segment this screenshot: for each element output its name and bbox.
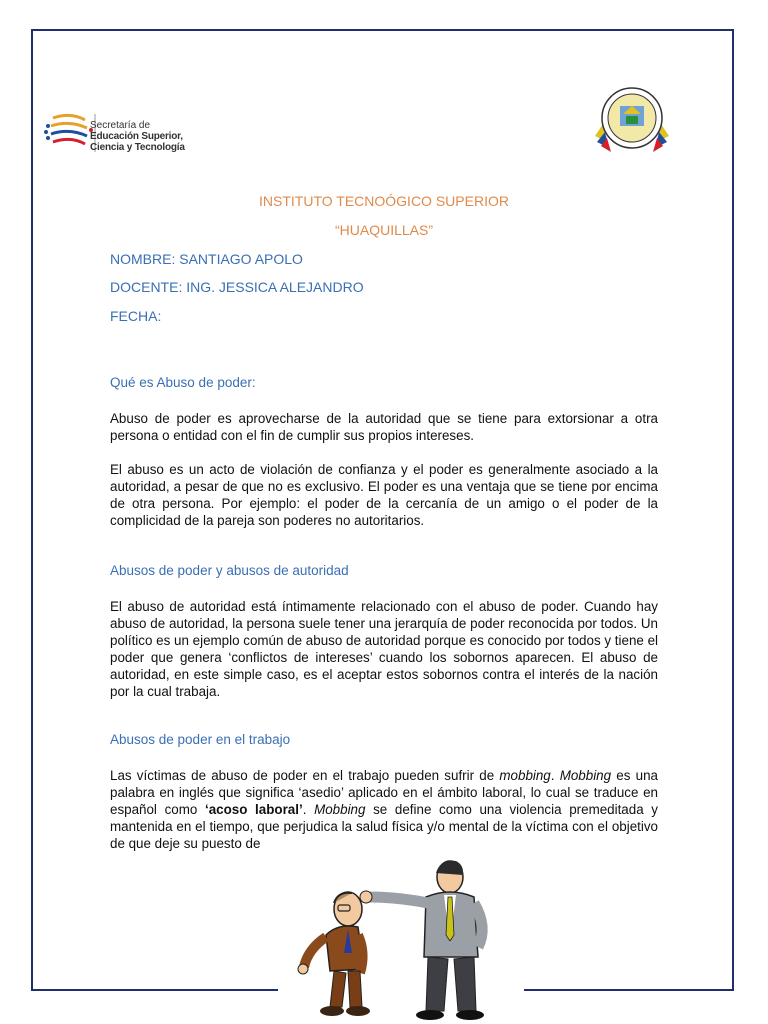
paragraph-abuse-act: El abuso es un acto de violación de confianza y el poder es generalmente asociado a la autoridad, a pesar de que no es exclusivo. El poder es una ventaja que se tiene por encima de otra persona. Por ejemplo: el poder de la cercanía de un amigo o el poder de la complicidad de la pareja son poderes no autoritarios. [110,462,658,528]
paragraph-definition: Abuso de poder es aprovecharse de la autoridad que se tiene para extorsionar a otra persona o entidad con el fin de cumplir sus propios intereses. [110,411,658,443]
mobbing-text-d: . [302,802,315,817]
paragraph-autoridad: El abuso de autoridad está íntimamente relacionado con el abuso de poder. Cuando hay abuso de autoridad, la persona suele tener una jerarquía de poder reconocida por todos. Un político es un ejemplo común de abuso de autoridad porque es conocido por todos y tiene el poder que genera ‘conflictos de intereses’ cuando los sobornos aparecen. El abuso de autoridad, en este simple caso, es el aceptar estos sobornos contra el interés de la nación por la cual trabaja. [110,599,658,699]
mobbing-text-e: se define como una violencia premeditada y mantenida en el tiempo, que perjudica la salud física y/o mental de la víctima con el objetivo de que deje su puesto de [110,802,659,851]
teacher-name: DOCENTE: ING. JESSICA ALEJANDRO [110,279,364,295]
section-heading-autoridad: Abusos de poder y abusos de autoridad [110,563,349,578]
institute-seal-icon [593,84,671,154]
mobbing-term-1: mobbing [499,768,551,783]
victim-figure-icon [298,892,370,1016]
boss-figure-icon [360,861,484,1020]
senescyt-logo [43,110,203,156]
mobbing-text-c: es una palabra en inglés que significa ‘asedio’ aplicado en el ámbito laboral, lo cual se traduce en español como [110,768,658,817]
logo-line-1: Secretaría de [90,120,151,131]
institute-name: “HUAQUILLAS” [334,222,434,238]
logo-line-3: Ciencia y Tecnología [90,142,185,153]
institute-title: INSTITUTO TECNOÓGICO SUPERIOR [259,193,509,209]
mobbing-term-3: Mobbing [314,802,366,817]
date-field: FECHA: [110,308,162,324]
student-name: NOMBRE: SANTIAGO APOLO [110,251,303,267]
logo-line-2: Educación Superior, [90,131,183,142]
workplace-bullying-illustration [278,857,524,1024]
mobbing-text-a: Las víctimas de abuso de poder en el trabajo pueden sufrir de [110,768,500,783]
acoso-laboral-term: ‘acoso laboral’ [204,802,303,817]
mobbing-term-2: Mobbing [559,768,612,783]
paragraph-mobbing [110,767,658,852]
section-heading-abuso-de-poder: Qué es Abuso de poder: [110,375,256,390]
mobbing-text-b: . [550,768,560,783]
section-heading-trabajo: Abusos de poder en el trabajo [110,732,291,747]
